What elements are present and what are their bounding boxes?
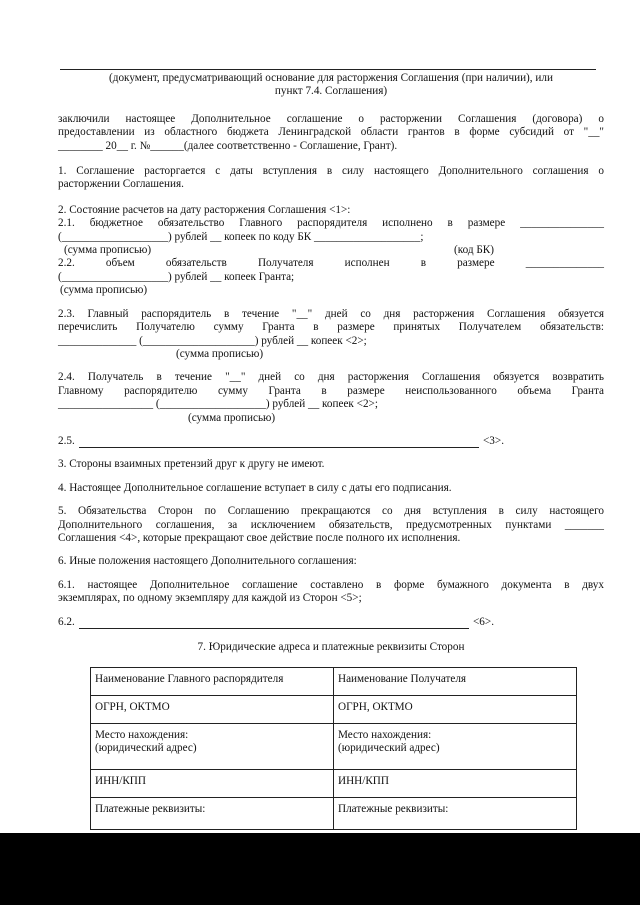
table-row	[91, 798, 577, 830]
p21-line2: (___________________) рублей __ копеек по коду БК ___________________;	[58, 230, 424, 243]
p1-line1: 1. Соглашение расторгается с даты вступления в силу настоящего Дополнительного соглашения о	[58, 165, 604, 178]
p25-footnote: <3>.	[482, 434, 504, 447]
cell-recipient: ОГРН, ОКТМО	[334, 696, 577, 724]
table-row	[91, 668, 577, 696]
p22-line2: (___________________) рублей __ копеек Гранта;	[58, 270, 295, 283]
table-row	[91, 770, 577, 798]
p5-line3: Соглашения <4>, которые прекращают свое действие после полного их исполнения.	[58, 531, 461, 544]
p21-line1: 2.1. бюджетное обязательство Главного распорядителя исполнено в размере _______________	[58, 217, 604, 230]
p22-word: обязательств	[165, 257, 227, 270]
header-note-line2: пункт 7.4. Соглашения)	[274, 85, 388, 98]
p21-label-sum: (сумма прописью)	[64, 244, 152, 257]
cell-recipient: Платежные реквизиты:	[334, 798, 577, 830]
p61-line1: 6.1. настоящее Дополнительное соглашение составлено в форме бумажного документа в двух	[58, 578, 604, 591]
scan-bottom-band	[0, 833, 640, 905]
p5-line2: Дополнительного соглашения, за исключением обязательств, предусмотренных пунктами _______	[58, 518, 604, 531]
p22-word: Получателя	[257, 257, 314, 270]
cell-recipient: Наименование Получателя	[334, 668, 577, 696]
signature-rule	[60, 69, 596, 70]
p24-line2: Главному распорядителю сумму Гранта в размере неиспользованного объема Гранта	[58, 384, 604, 397]
p24-label: (сумма прописью)	[188, 411, 276, 424]
p62-blank	[79, 618, 469, 629]
cell-recipient: Место нахождения: (юридический адрес)	[334, 724, 577, 770]
p22-word: 2.2.	[58, 257, 75, 270]
p21-label-bk: (код БК)	[454, 244, 494, 257]
table-row	[91, 696, 577, 724]
document-body	[58, 72, 604, 666]
intro-line3: ________ 20__ г. №______(далее соответственно - Соглашение, Грант).	[58, 139, 398, 152]
p23-line1: 2.3. Главный распорядитель в течение "__" дней со дня расторжения Соглашения обязуется	[58, 307, 604, 320]
p25-blank	[79, 437, 479, 448]
p25-line	[58, 435, 604, 448]
p24-line3: _________________ (___________________) рублей __ копеек <2>;	[58, 398, 378, 411]
p23-line2: перечислить Получателю сумму Гранта в размере принятых Получателем обязательств:	[58, 321, 604, 334]
p62-footnote: <6>.	[472, 615, 494, 628]
p5-line1: 5. Обязательства Сторон по Соглашению прекращаются со дня вступления в силу настоящего	[58, 505, 604, 518]
p23-line3: ______________ (____________________) рублей __ копеек <2>;	[58, 334, 367, 347]
p62-line	[58, 616, 604, 629]
p22-word: объем	[105, 257, 135, 270]
p22-word: исполнен	[344, 257, 390, 270]
p1-line2: расторжении Соглашения.	[58, 178, 184, 191]
p61-line2: экземплярах, по одному экземпляру для каждой из Сторон <5>;	[58, 592, 362, 605]
section7-title: 7. Юридические адреса и платежные реквизиты Сторон	[197, 641, 465, 653]
cell-main-distributor: ИНН/КПП	[91, 770, 334, 798]
p6-title: 6. Иные положения настоящего Дополнительного соглашения:	[58, 555, 357, 568]
p22-word: размере	[457, 257, 495, 270]
p4-text: 4. Настоящее Дополнительное соглашение вступает в силу с даты его подписания.	[58, 481, 452, 494]
table-row	[91, 724, 577, 770]
p22-word: в	[420, 257, 426, 270]
cell-main-distributor: ОГРН, ОКТМО	[91, 696, 334, 724]
p23-label: (сумма прописью)	[176, 347, 264, 360]
p25-number: 2.5.	[58, 434, 75, 447]
header-note-line1: (документ, предусматривающий основание для расторжения Соглашения (при наличии), или	[109, 72, 553, 84]
requisites-table	[90, 667, 577, 830]
intro-line2: предоставлении из областного бюджета Ленинградской области грантов в форме субсидий от "__"	[58, 126, 604, 139]
p22-line1	[58, 257, 604, 270]
p3-text: 3. Стороны взаимных претензий друг к другу не имеют.	[58, 458, 325, 471]
p24-line1: 2.4. Получатель в течение "__" дней со дня расторжения Соглашения обязуется возвратить	[58, 371, 604, 384]
intro-line1: заключили настоящее Дополнительное соглашение о расторжении Соглашения (договора) о	[58, 112, 604, 125]
p2-title: 2. Состояние расчетов на дату расторжения Соглашения <1>:	[58, 203, 351, 216]
cell-main-distributor: Наименование Главного распорядителя	[91, 668, 334, 696]
p22-blank: ______________	[525, 257, 604, 270]
cell-main-distributor: Платежные реквизиты:	[91, 798, 334, 830]
cell-main-distributor: Место нахождения: (юридический адрес)	[91, 724, 334, 770]
cell-recipient: ИНН/КПП	[334, 770, 577, 798]
p22-label: (сумма прописью)	[60, 284, 148, 297]
p62-number: 6.2.	[58, 615, 75, 628]
